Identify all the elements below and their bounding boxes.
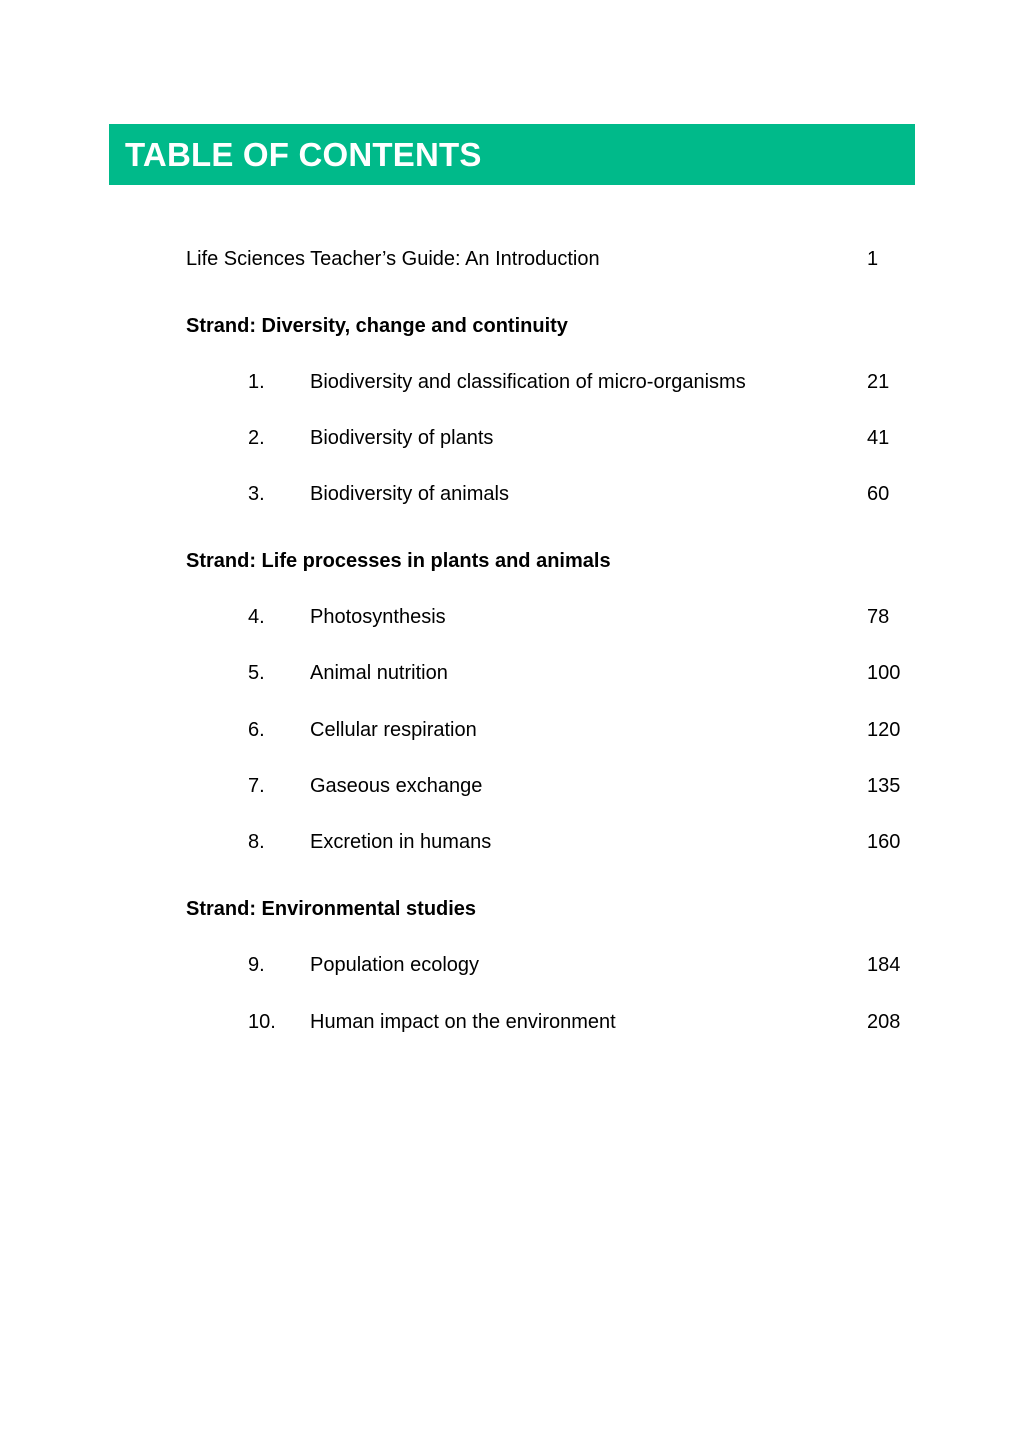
chapter-page: 100 [867, 662, 901, 684]
chapter-title: Human impact on the environment [310, 1011, 616, 1033]
chapter-number: 2. [248, 427, 265, 449]
chapter-number: 8. [248, 831, 265, 853]
chapter-number: 6. [248, 719, 265, 741]
chapter-page: 184 [867, 954, 901, 976]
toc-entry-chapter[interactable] [0, 1009, 1024, 1035]
toc-entry-chapter[interactable] [0, 481, 1024, 507]
toc-entry-page: 1 [867, 248, 879, 270]
chapter-title: Animal nutrition [310, 662, 448, 684]
chapter-page: 135 [867, 775, 901, 797]
chapter-page: 21 [867, 371, 890, 393]
chapter-title: Excretion in humans [310, 831, 492, 853]
chapter-page: 120 [867, 719, 901, 741]
toc-entry-chapter[interactable] [0, 829, 1024, 855]
chapter-title: Gaseous exchange [310, 775, 483, 797]
chapter-title: Biodiversity and classification of micro-organisms [310, 371, 746, 393]
chapter-page: 78 [867, 606, 890, 628]
chapter-number: 5. [248, 662, 265, 684]
chapter-title: Cellular respiration [310, 719, 477, 741]
page-title: TABLE OF CONTENTS [125, 136, 482, 173]
chapter-page: 41 [867, 427, 890, 449]
toc-entry-chapter[interactable] [0, 604, 1024, 630]
strand-heading: Strand: Life processes in plants and animals [186, 550, 611, 572]
chapter-page: 160 [867, 831, 901, 853]
toc-entry-chapter[interactable] [0, 717, 1024, 743]
toc-entry-chapter[interactable] [0, 773, 1024, 799]
chapter-page: 60 [867, 483, 890, 505]
chapter-number: 4. [248, 606, 265, 628]
chapter-number: 1. [248, 371, 265, 393]
toc-entry-title: Life Sciences Teacher’s Guide: An Introduction [186, 248, 600, 270]
chapter-number: 7. [248, 775, 265, 797]
toc-entry-chapter[interactable] [0, 369, 1024, 395]
toc-entry-chapter[interactable] [0, 952, 1024, 978]
chapter-title: Biodiversity of animals [310, 483, 509, 505]
chapter-title: Photosynthesis [310, 606, 446, 628]
strand-heading: Strand: Diversity, change and continuity [186, 315, 568, 337]
toc-entry-chapter[interactable] [0, 660, 1024, 686]
toc-entry-introduction[interactable] [0, 246, 1024, 272]
chapter-title: Biodiversity of plants [310, 427, 494, 449]
chapter-title: Population ecology [310, 954, 480, 976]
chapter-number: 9. [248, 954, 265, 976]
toc-entry-chapter[interactable] [0, 425, 1024, 451]
strand-heading: Strand: Environmental studies [186, 898, 477, 920]
chapter-number: 10. [248, 1011, 276, 1033]
chapter-page: 208 [867, 1011, 901, 1033]
chapter-number: 3. [248, 483, 265, 505]
